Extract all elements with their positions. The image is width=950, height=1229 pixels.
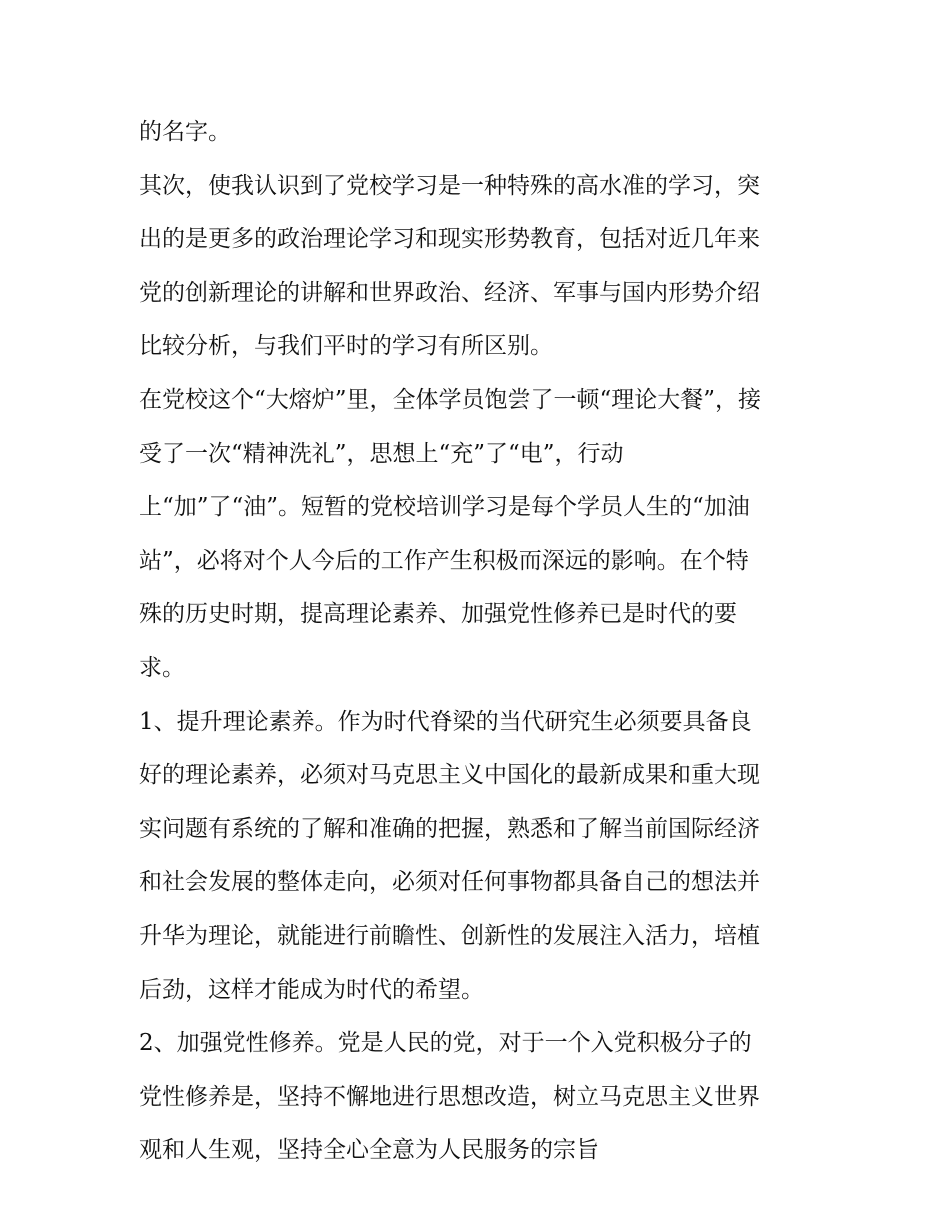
text-line: 殊的历史时期，提高理论素养、加强党性修养已是时代的要 — [139, 601, 737, 628]
text-line: 求。 — [139, 654, 185, 681]
text-line: 在党校这个“大熔炉”里，全体学员饱尝了一顿“理论大餐”，接 — [139, 386, 762, 413]
text-line: 后劲，这样才能成为时代的希望。 — [139, 976, 484, 1003]
text-line: 实问题有系统的了解和准确的把握，熟悉和了解当前国际经济 — [139, 815, 760, 842]
text-line: 和社会发展的整体走向，必须对任何事物都具备自己的想法并 — [139, 869, 760, 896]
text-line: 受了一次“精神洗礼”，思想上“充”了“电”，行动 — [139, 440, 624, 467]
text-line: 站”，必将对个人今后的工作产生积极而深远的影响。在个特 — [139, 547, 749, 574]
text-line: 党的创新理论的讲解和世界政治、经济、军事与国内形势介绍 — [139, 279, 760, 306]
text-line: 党性修养是，坚持不懈地进行思想改造，树立马克思主义世界 — [139, 1083, 760, 1110]
text-line: 出的是更多的政治理论学习和现实形势教育，包括对近几年来 — [139, 226, 760, 253]
body-text — [139, 106, 829, 1178]
text-line: 升华为理论，就能进行前瞻性、创新性的发展注入活力，培植 — [139, 922, 760, 949]
text-line: 的名字。 — [139, 119, 231, 145]
text-line: 比较分析，与我们平时的学习有所区别。 — [139, 333, 553, 360]
text-line: 2、加强党性修养。党是人民的党，对于一个入党积极分子的 — [139, 1030, 752, 1057]
text-line: 1、提升理论素养。作为时代脊梁的当代研究生必须要具备良 — [139, 708, 752, 735]
text-line: 其次，使我认识到了党校学习是一种特殊的高水准的学习，突 — [139, 172, 760, 199]
text-line: 观和人生观，坚持全心全意为人民服务的宗旨 — [139, 1137, 599, 1164]
text-line: 好的理论素养，必须对马克思主义中国化的最新成果和重大现 — [139, 762, 760, 789]
text-line: 上“加”了“油”。短暂的党校培训学习是每个学员人生的“加油 — [139, 494, 750, 521]
